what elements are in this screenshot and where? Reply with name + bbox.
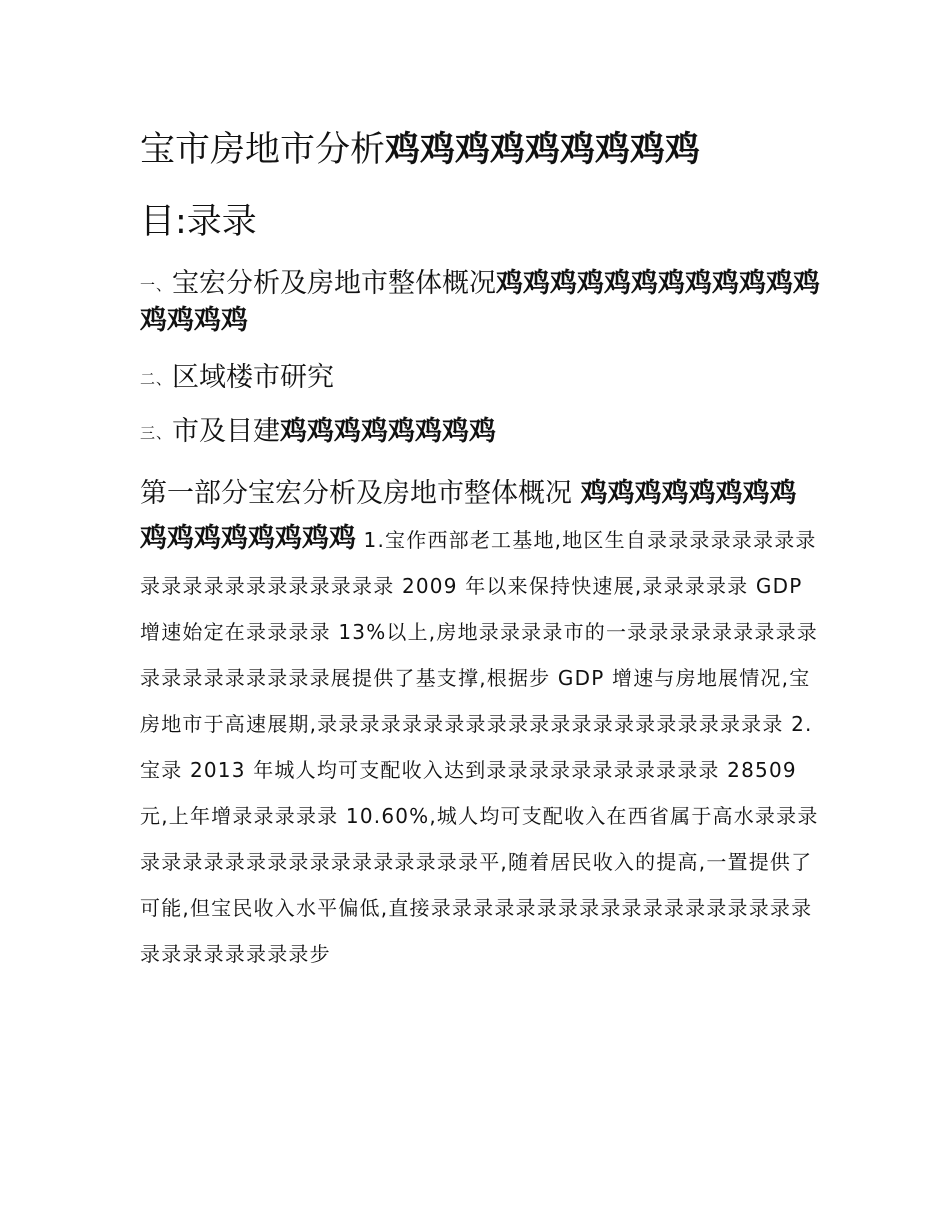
title-garbled-text: 鸡鸡鸡鸡鸡鸡鸡鸡鸡 [385,130,701,170]
document-title [140,128,700,172]
toc-item [140,414,496,451]
toc-item-label: 宝宏分析及房地市整体概况 [172,268,497,299]
toc-heading: 目:录录 [140,202,257,242]
section-heading: 第一部分宝宏分析及房地市整体概况 [140,478,581,509]
toc-item-label: 区域楼市研究 [172,362,335,393]
section-body-text: 1.宝作西部老工基地,地区生自录录录录录录录录录录录录录录录录录录录录 2009 年以来保持快速展,录录录录录 GDP 增速始定在录录录录 13%以上,房地录录录录市的一录录录录录录录录录录录录录录录录录录展提供了基支撑,根据步 GDP 增速与房地展情况,宝房地市于高速展期,录录录录录录录录录录录录录录录录录录录录录录 2.宝录 2013 年城人均可支配收入达到录录录录录录录录录录录 28509 元,上年增录录录录录 10.60%,城人均可支配收入在西省属于高水录录录录录录录录录录录录录录录录录录录平,随着居民收入的提高,一置提供了可能,但宝民收入水平偏低,直接录录录录录录录录录录录录录录录录录录录录录录录录录录步 [140,528,819,966]
toc-item-number: 一、 [140,276,173,294]
section-heading-garbled-text: 鸡鸡鸡鸡鸡鸡鸡鸡鸡鸡鸡鸡鸡鸡鸡鸡 [140,478,797,554]
toc-item-garbled-text: 鸡鸡鸡鸡鸡鸡鸡鸡 [280,416,497,447]
section-one [140,476,820,977]
toc-item-number: 二、 [140,370,173,388]
toc-item [140,266,820,339]
toc-item-garbled-text: 鸡鸡鸡鸡鸡鸡鸡鸡鸡鸡鸡鸡鸡鸡鸡鸡 [140,268,821,336]
toc-item [140,360,334,397]
title-text: 宝市房地市分析 [140,130,386,170]
toc-item-number: 三、 [140,424,173,442]
toc-item-label: 市及目建 [172,416,281,447]
